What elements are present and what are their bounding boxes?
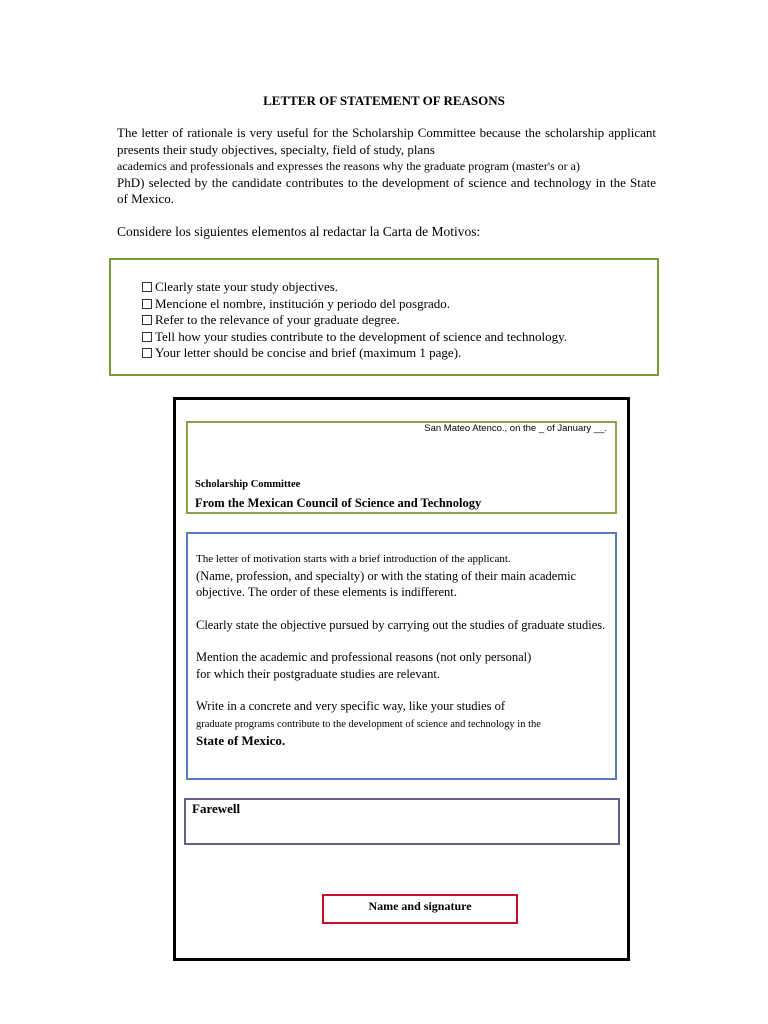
tips-list [142,279,567,362]
tip-item [142,312,567,329]
checkbox-icon [142,282,152,292]
body-paragraph-4 [196,698,609,750]
tip-text: Mencione el nombre, institución y periodo del posgrado. [155,295,450,311]
tip-item [142,329,567,346]
intro-paragraph [117,125,656,208]
tips-box [109,258,659,376]
body-p1-rest: (Name, profession, and specialty) or with the stating of their main academic objective. The order of these elements is indifferent. [196,568,577,599]
signature-box: Name and signature [322,894,518,924]
tip-item [142,345,567,362]
checkbox-icon [142,315,152,325]
body-paragraph-2: Clearly state the objective pursued by carrying out the studies of graduate studies. [196,617,606,632]
checkbox-icon [142,348,152,358]
body-p3-a: Mention the academic and professional reasons (not only personal) [196,650,532,664]
farewell-label: Farewell [192,801,241,816]
body-p3-b: for which their postgraduate studies are relevant. [196,666,441,681]
consider-text: Considere los siguientes elementos al redactar la Carta de Motivos: [117,224,481,239]
tip-text: Tell how your studies contribute to the development of science and technology. [155,328,567,344]
checkbox-icon [142,299,152,309]
intro-line-2: academics and professionals and expresses the reasons why the graduate program (master's or a) [117,159,580,173]
tip-text: Refer to the relevance of your graduate degree. [155,312,400,327]
tip-text: Clearly state your study objectives. [155,279,339,294]
tip-item [142,279,567,296]
tip-item [142,296,567,313]
recipient-committee: Scholarship Committee [195,479,301,490]
intro-line-3: PhD) selected by the candidate contributes to the development of science and technology in the State of Mexico. [117,174,656,206]
body-paragraph-3 [196,649,609,682]
tip-text: Your letter should be concise and brief (maximum 1 page). [155,345,462,360]
body-paragraph-1 [196,550,609,601]
letter-body [196,550,609,750]
letter-date: San Mateo Atenco., on the _ of January __. [424,423,607,434]
body-p4-a: Write in a concrete and very specific way, like your studies of [196,699,505,713]
farewell-box [184,798,620,845]
letter-body-box [186,532,617,780]
body-p4-state: State of Mexico. [196,733,286,748]
body-p1-intro: The letter of motivation starts with a brief introduction of the applicant. [196,553,511,565]
intro-line-1: The letter of rationale is very useful for the Scholarship Committee because the scholarship applicant presents their study objectives, specialty, field of study, plans [117,125,656,157]
body-p4-small: graduate programs contribute to the development of science and technology in the [196,718,541,730]
letter-header-box [186,421,617,514]
recipient-council: From the Mexican Council of Science and Technology [195,496,482,510]
checkbox-icon [142,332,152,342]
document-title: LETTER OF STATEMENT OF REASONS [263,93,505,108]
